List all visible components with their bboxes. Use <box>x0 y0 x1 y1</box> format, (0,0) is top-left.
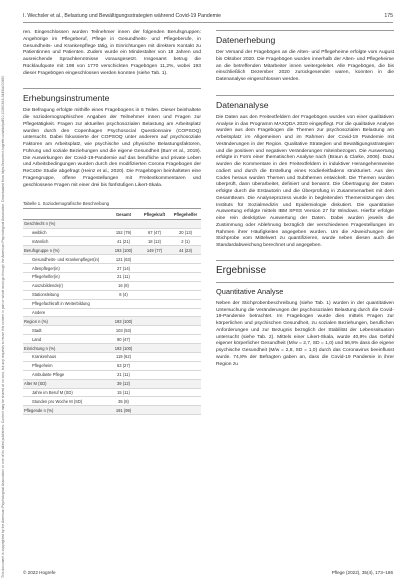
page-header <box>23 13 393 23</box>
table-row-label: Jahre im Beruf M (SD) <box>23 388 108 397</box>
table-row <box>23 370 201 379</box>
table-cell <box>139 326 170 335</box>
table-row <box>23 308 201 317</box>
table-cell: 2 (1) <box>170 237 201 246</box>
table-cell: 90 (47) <box>108 335 139 344</box>
table-row <box>23 379 201 388</box>
table-cell <box>108 308 139 317</box>
right-column <box>216 30 394 368</box>
table-row-label: männlich <box>23 237 108 246</box>
table-cell <box>139 281 170 290</box>
table-row <box>23 388 201 397</box>
table-cell <box>108 299 139 308</box>
table-header-cell: Pflegekraft <box>139 211 170 219</box>
table-cell: 103 (53) <box>108 326 139 335</box>
table-row-label: Geschlecht n (%) <box>23 219 108 228</box>
table-cell <box>170 219 201 228</box>
table-body <box>23 219 201 415</box>
table-row <box>23 264 201 273</box>
table-row-label: Pflegehelfer(in) <box>23 272 108 281</box>
table-cell <box>139 352 170 361</box>
table-cell: 193 (100) <box>108 344 139 353</box>
table-cell <box>139 406 170 415</box>
section-heading-instruments: Erhebungsinstrumente <box>23 93 110 104</box>
table-cell <box>170 308 201 317</box>
table-cell: 16 (8) <box>108 281 139 290</box>
section-divider <box>216 282 394 283</box>
table-cell <box>139 308 170 317</box>
table-row-label: Region n (%) <box>23 317 108 326</box>
table-cell: 21 (11) <box>108 272 139 281</box>
table-header-cell <box>23 211 108 219</box>
table-cell: 67 (47) <box>139 228 170 237</box>
table-cell <box>139 290 170 299</box>
table-row <box>23 281 201 290</box>
table-cell: 8 (4) <box>108 290 139 299</box>
table-cell <box>170 388 201 397</box>
table-row-label: Andere <box>23 308 108 317</box>
table-row-label: Berufsgruppe n (%) <box>23 246 108 255</box>
table-cell: 53 (27) <box>108 361 139 370</box>
section-divider <box>23 88 201 89</box>
table-row-label: Pflegeheim <box>23 361 108 370</box>
table-cell: 39 (12) <box>108 379 139 388</box>
table-row <box>23 237 201 246</box>
table-cell <box>170 264 201 273</box>
table-row-label: Land <box>23 335 108 344</box>
page-number: 175 <box>384 13 393 19</box>
table-row-label: Ambulante Pflege <box>23 370 108 379</box>
table-cell <box>170 397 201 406</box>
table-row <box>23 406 201 415</box>
table-cell <box>139 379 170 388</box>
section-heading-data-analysis: Datenanalyse <box>216 99 269 110</box>
table-cell <box>139 370 170 379</box>
table-cell: 119 (62) <box>108 352 139 361</box>
table-header-cell: Pflegehelfer <box>170 211 201 219</box>
table-row-label: Pflegefachkraft in Weiterbildung <box>23 299 108 308</box>
table-cell <box>170 290 201 299</box>
table-cell: 193 (100) <box>108 246 139 255</box>
table-cell <box>170 299 201 308</box>
table-cell <box>170 255 201 264</box>
table-cell <box>139 255 170 264</box>
section-heading-results: Ergebnisse <box>216 264 267 276</box>
table-cell <box>139 272 170 281</box>
table-cell <box>170 281 201 290</box>
table-header-cell: Gesamt <box>108 211 139 219</box>
table-row-label: Auszubildende(r) <box>23 281 108 290</box>
section-divider <box>216 30 394 31</box>
demographics-table <box>23 211 201 415</box>
table-row-label: Stunden pro Woche M (SD) <box>23 397 108 406</box>
section-divider <box>216 95 394 96</box>
table-row <box>23 255 201 264</box>
table-cell <box>170 317 201 326</box>
table-cell <box>170 352 201 361</box>
table-row-label: Einrichtung n (%) <box>23 344 108 353</box>
table-row-label: Stadt <box>23 326 108 335</box>
table-cell <box>170 272 201 281</box>
data-analysis-paragraph: Die Daten aus den Freitextfeldern der Fragebögen wurden von einer qualitativen Analyse in das Programm MAXQDA 2020 eingepflegt. Für die qualitative Analyse wurden aus dem Fragebogen die Themen zur psychosozialen Belastung am Arbeitsplatz im Allgemeinen und im Rahmen der Covid-19 Pandemie mit Veränderungen in der Region. Qualitative Strategien und Bewältigungsstrategien und die positiven und negativen Veränderungen miteinbezogen. Die Auswertung erfolgte in Form einer thematischen Analyse nach (Braun & Clarke, 2006). Dazu wurden die Kommentare in den Freitextfeldern in induktiver Herangehensweise codiert und durch die Erstellung eines Kodierleitfadens strukturiert. Aus den Codes heraus wurden Themen und Subthemen entwickelt. Die Themen wurden überprüft, dann überarbeitet, definiert und benannt. Die Übertragung der Daten erfolgte durch die Erstautorin und die Überprüfung in Zusammenarbeit mit dem Gesamtteam. Die Analyseprozess wurde in begleitenden Themensitzungen des Instituts für Sozialmedizin und Epidemiologie diskutiert. Die quantitative Auswertung erfolgte mittels IBM SPSS Version 27 für Windows. Hierfür erfolgte eine rein deskriptive Auswertung der Daten. Dabei wurden jeweils die Zustimmung oder Ablehnung bezüglich der verschiedenen Fragestellungen im Rahmen ihrer Häufigkeiten angegeben wurden. Um die Abweichungen der Stichprobe vom Mittelwert zu quantifizieren, wurde neben diesen auch die Standardabweichung berechnet und angegeben. <box>216 114 394 248</box>
table-cell: 191 (99) <box>108 406 139 415</box>
table-row <box>23 317 201 326</box>
journal-citation: Pflege (2022), 35(4), 173–186 <box>331 570 393 575</box>
copyright-notice: © 2022 Hogrefe <box>23 570 56 575</box>
copyright-sidebar <box>0 0 11 585</box>
table-row-label: Pflegende n (%) <box>23 406 108 415</box>
table-cell: 21 (11) <box>108 370 139 379</box>
running-title: I. Wechsler et al., Belastung und Bewältigungsstrategien während Covid-19 Pandemie <box>23 13 222 19</box>
table-cell <box>170 379 201 388</box>
table-cell <box>170 344 201 353</box>
copyright-sidebar-text: This document is copyrighted by the American Psychological Association or one of its allied publishers. Content may be shared at no cost, but any requests to reuse this content in part or whole must go through the American Psychological Association. Downloaded from https://econtent.hogrefe.com/doi/pdf/10.1026/1616-3443/a000650 <box>1 75 5 578</box>
subsection-heading-quantitative: Quantitative Analyse <box>216 286 284 296</box>
table-cell <box>139 299 170 308</box>
table-cell <box>170 361 201 370</box>
table-cell <box>139 388 170 397</box>
instruments-paragraph: Die Befragung erfolgte mithilfe eines Fragebogens in 6 Teilen. Dieser beinhaltete die soziodemographischen Angaben der Teilnehmer innen und Fragen zur Pflegetätigkeit. Fragen zur aktuellen psychosozialen Belastung am Arbeitsplatz wurden durch den Copenhagen Psychosocial Questionnaire (COPSOQ) untersucht. Dabei fokussierte der COPSOQ unter anderem auf psychosoziale Faktoren am Arbeitsplatz, wie psychische und physische Belastungsfaktoren, Führung und soziale Beziehungen und die eigene Gesundheit (Burr et al., 2019). Die Auswirkungen der Covid-19-Pandemie auf das berufliche und private Leben und Arbeitsbedingungen wurden durch den modifizierten Corona Fragebogen der ReCoDe Studie abgefragt (Heinz et al., 2020). Die Fragebögen beinhalteten eine Fragengruppe, offene Fragestellungen mit Freitextkommentaren und geschlossene Fragen mit einer drei bis fünfstufigen Likert-Skala. <box>23 108 201 188</box>
table-cell <box>139 219 170 228</box>
table-row <box>23 361 201 370</box>
table-row-label: Stationsleitung <box>23 290 108 299</box>
table-row-label: Gesundheits- und Krankenpfleger(in) <box>23 255 108 264</box>
data-collection-paragraph: Der Versand der Fragebögen an die Alten- und Pflegeheime erfolgte vom August bis Oktober 2020. Die Fragebögen wurden innerhalb der Alten- und Pflegeheime an die betreffenden Mitarbeiter innen weitergeleitet. Alle Fragebögen, die bis einschließlich Dezember 2020 zurückgesendet waren, konnten in die Datenanalyse eingeschlossen werden. <box>216 50 394 82</box>
table-cell <box>108 219 139 228</box>
table-cell: 15 (11) <box>108 388 139 397</box>
table-cell <box>139 335 170 344</box>
section-divider <box>216 260 394 261</box>
table-row-label: Altenpfleger(in) <box>23 264 108 273</box>
table-row <box>23 290 201 299</box>
table-cell <box>170 335 201 344</box>
table-row <box>23 219 201 228</box>
table-row <box>23 397 201 406</box>
table-cell <box>139 344 170 353</box>
table-header-row <box>23 211 201 219</box>
table-cell: 27 (14) <box>108 264 139 273</box>
table-cell: 152 (79) <box>108 228 139 237</box>
table-row-label: Alter M (SD) <box>23 379 108 388</box>
table-cell: 20 (13) <box>170 228 201 237</box>
table-row <box>23 246 201 255</box>
table-row <box>23 344 201 353</box>
table-cell: 18 (12) <box>139 237 170 246</box>
intro-paragraph: ren. Eingeschlossen wurden Teilnehmer innen der folgenden Berufsgruppen: Angehörige im Pflegeberuf, Pflege in Gesundheits- und Pflegeberufe, in Gesundheits- und Krankenpflege tätig, in Einrichtungen mit direktem Kontakt zu Patientinnen und Patienten. Zudem wurde ein Mindestalter von 18 Jahren und ausreichende Sprachkenntnisse vorausgesetzt. Insgesamt betrug die Rücklaufquote mit 198 von 1770 verschickten Fragebögen 11,2%, wobei 193 dieser Fragebögen eingeschlossen werden konnten (siehe Tab. 1). <box>23 30 201 76</box>
table-cell <box>170 406 201 415</box>
table-cell <box>139 397 170 406</box>
table-cell <box>170 370 201 379</box>
table-cell: 35 (8) <box>108 397 139 406</box>
table-cell <box>139 317 170 326</box>
table-row-label: Krankenhaus <box>23 352 108 361</box>
table-row-label: weiblich <box>23 228 108 237</box>
quantitative-paragraph: Neben der Stichprobenbeschreibung (siehe Tab. 1) wurden in der quantitativen Untersuchung die Veränderungen der psychosozialen Belastung durch die Covid-19-Pandemie betrachtet. Im Fragebogen wurde dies mittels Fragen zur körperlichen und psychischen Gesundheit, zu sozialen Beziehungen, beruflichen Anforderungen und zur Bezugnis bezüglich der Stabilität der Lebenssituation untersucht (siehe Tab. 2). Mittels einer Likert-Skala, wurde 40,9% das Gefühl eigener körperlicher Gesundheit (M/w = 2,7, SD = 1,0) und 56,9% dass die eigene psychische Gesundheit (M/w = 2,8, SD = 1,0) durch das Coronavirus beeinflusst wurde. 74,8% der Befragten gaben an, dass die Covid-19 Pandemie in ihrer Region zu <box>216 300 394 367</box>
table-row <box>23 228 201 237</box>
table-cell <box>170 326 201 335</box>
section-heading-data-collection: Datenerhebung <box>216 35 276 45</box>
table-cell: 121 (63) <box>108 255 139 264</box>
table-cell: 193 (100) <box>108 317 139 326</box>
table-cell <box>139 361 170 370</box>
table-cell: 149 (77) <box>139 246 170 255</box>
table-row <box>23 352 201 361</box>
table-row <box>23 272 201 281</box>
left-column <box>23 30 201 415</box>
table-cell <box>139 264 170 273</box>
table-title: Tabelle 1. Soziodemografische Beschreibung <box>23 201 201 209</box>
table-row <box>23 326 201 335</box>
table-row <box>23 335 201 344</box>
table-cell: 41 (21) <box>108 237 139 246</box>
table-row <box>23 299 201 308</box>
table-cell: 44 (23) <box>170 246 201 255</box>
